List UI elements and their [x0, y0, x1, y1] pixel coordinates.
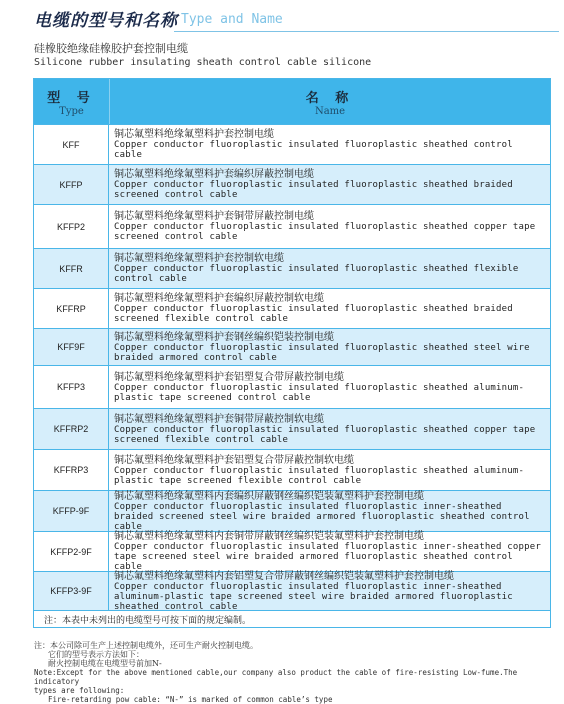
section-title: 电缆的型号和名称 — [34, 11, 178, 31]
row-name-zh: 铜芯氟塑料绝缘氟塑料内套铜带屏蔽钢丝编织铠装氟塑料护套控制电缆 — [114, 531, 424, 542]
footnote-line-en: types are following: — [34, 686, 125, 695]
name-column-header — [110, 79, 550, 124]
row-name — [109, 450, 550, 490]
table-row — [34, 365, 550, 408]
row-type-code: KFFP2-9F — [34, 532, 109, 571]
name-header-zh: 名 称 — [305, 90, 355, 106]
row-name-zh: 铜芯氟塑料绝缘氟塑料护套控制软电缆 — [114, 253, 284, 264]
caption-en: Silicone rubber insulating sheath control cable silicone — [34, 57, 372, 68]
row-name-en: Copper conductor fluoroplastic insulated fluoroplastic sheathed steel wire braided armored control cable — [114, 342, 530, 363]
section-header — [34, 4, 564, 30]
row-name — [109, 205, 550, 248]
table-row — [34, 449, 550, 490]
row-name — [109, 366, 550, 408]
table-row — [34, 531, 550, 571]
cable-family-caption — [34, 42, 554, 69]
type-header-en: Type — [59, 105, 84, 117]
footnote-line-en: Fire-retarding pow cable: “N-” is marked of common cable’s type — [48, 695, 333, 704]
table-header — [34, 79, 550, 124]
footnote — [34, 641, 559, 704]
footnote-line-en: Note:Except for the above mentioned cable,our company also product the cable of fire-resisting Low-fume.The indicatory — [34, 668, 518, 686]
footnote-line: 注：本公司除可生产上述控制电缆外，还可生产耐火控制电缆。 — [34, 641, 258, 650]
table-row — [34, 571, 550, 610]
row-name — [109, 409, 550, 449]
row-type-code: KFFP2 — [34, 205, 109, 248]
row-name-zh: 铜芯氟塑料绝缘氟塑料内套编织屏蔽钢丝编织铠装氟塑料护套控制电缆 — [114, 490, 424, 502]
type-column-header — [34, 79, 110, 124]
table-row — [34, 204, 550, 248]
table-row — [34, 328, 550, 365]
row-type-code: KFFRP — [34, 289, 109, 328]
row-name-en: Copper conductor fluoroplastic insulated fluoroplastic sheathed aluminum-plastic tape screened flexible control cable — [114, 465, 525, 486]
row-name — [109, 532, 550, 571]
row-name-zh: 铜芯氟塑料绝缘氟塑料护套钢丝编织铠装控制电缆 — [114, 331, 334, 343]
row-name-en: Copper conductor fluoroplastic insulated fluoroplastic sheathed flexible control cable — [114, 264, 519, 284]
type-name-table — [33, 78, 551, 628]
row-name — [109, 125, 550, 164]
row-type-code: KFFP — [34, 165, 109, 204]
row-name-zh: 铜芯氟塑料绝缘氟塑料护套铝塑复合带屏蔽控制电缆 — [114, 371, 344, 383]
table-row — [34, 248, 550, 288]
row-name-zh: 铜芯氟塑料绝缘氟塑料护套控制电缆 — [114, 129, 274, 140]
row-type-code: KFFR — [34, 249, 109, 288]
row-name-zh: 铜芯氟塑料绝缘氟塑料护套编织屏蔽控制电缆 — [114, 169, 314, 180]
row-name — [109, 289, 550, 328]
row-type-code: KFFRP3 — [34, 450, 109, 490]
row-type-code: KFF — [34, 125, 109, 164]
row-name — [109, 572, 550, 610]
row-type-code: KFF9F — [34, 329, 109, 365]
row-name-zh: 铜芯氟塑料绝缘氟塑料护套铜带屏蔽控制电缆 — [114, 211, 314, 222]
row-name — [109, 165, 550, 204]
name-header-en: Name — [314, 105, 346, 117]
table-row — [34, 124, 550, 164]
row-name-en: Copper conductor fluoroplastic insulated fluoroplastic inner-sheathed copper tape screened steel wire braided armored fluoroplastic sheathed control cable — [114, 542, 542, 572]
row-name-zh: 铜芯氟塑料绝缘氟塑料护套编织屏蔽控制软电缆 — [114, 293, 324, 304]
table-row — [34, 164, 550, 204]
row-name-en: Copper conductor fluoroplastic insulated fluoroplastic inner-sheathed aluminum-plastic tape screened steel wire braided armored fluoroplastic sheathed control cable — [114, 581, 513, 612]
table-row — [34, 408, 550, 449]
table-row — [34, 288, 550, 328]
row-type-code: KFFRP2 — [34, 409, 109, 449]
row-name-en: Copper conductor fluoroplastic insulated fluoroplastic sheathed control cable — [114, 140, 513, 160]
row-name-en: Copper conductor fluoroplastic insulated fluoroplastic sheathed copper tape screened flexible control cable — [114, 424, 536, 445]
row-name-zh: 铜芯氟塑料绝缘氟塑料内套铝塑复合带屏蔽钢丝编织铠装氟塑料护套控制电缆 — [114, 570, 454, 582]
row-name-en: Copper conductor fluoroplastic insulated fluoroplastic sheathed copper tape screened control cable — [114, 222, 536, 242]
row-name — [109, 491, 550, 531]
row-name-en: Copper conductor fluoroplastic insulated fluoroplastic sheathed braided screened flexible control cable — [114, 304, 513, 324]
row-name-en: Copper conductor fluoroplastic insulated fluoroplastic sheathed braided screened control cable — [114, 180, 513, 200]
type-header-zh: 型 号 — [47, 90, 96, 106]
row-name — [109, 249, 550, 288]
row-type-code: KFFP3 — [34, 366, 109, 408]
header-divider — [174, 31, 559, 32]
table-note: 注：本表中未列出的电缆型号可按下面的规定编制。 — [34, 610, 550, 627]
section-title-en: Type and Name — [181, 12, 283, 27]
caption-zh: 硅橡胶绝缘硅橡胶护套控制电缆 — [34, 42, 188, 55]
row-name-zh: 铜芯氟塑料绝缘氟塑料护套铜带屏蔽控制软电缆 — [114, 413, 324, 425]
row-name — [109, 329, 550, 365]
row-type-code: KFFP-9F — [34, 491, 109, 531]
row-name-en: Copper conductor fluoroplastic insulated fluoroplastic inner-sheathed braided screened steel wire braided armored fluoroplastic sheathed control cable — [114, 501, 530, 532]
footnote-line: 它们的型号表示方法如下： — [48, 650, 144, 659]
row-name-en: Copper conductor fluoroplastic insulated fluoroplastic sheathed aluminum-plastic tape screened control cable — [114, 382, 525, 403]
footnote-line: 耐火控制电缆在电缆型号前加N- — [48, 659, 162, 668]
row-name-zh: 铜芯氟塑料绝缘氟塑料护套铝塑复合带屏蔽控制软电缆 — [114, 454, 354, 466]
row-type-code: KFFP3-9F — [34, 572, 109, 610]
table-row — [34, 490, 550, 531]
